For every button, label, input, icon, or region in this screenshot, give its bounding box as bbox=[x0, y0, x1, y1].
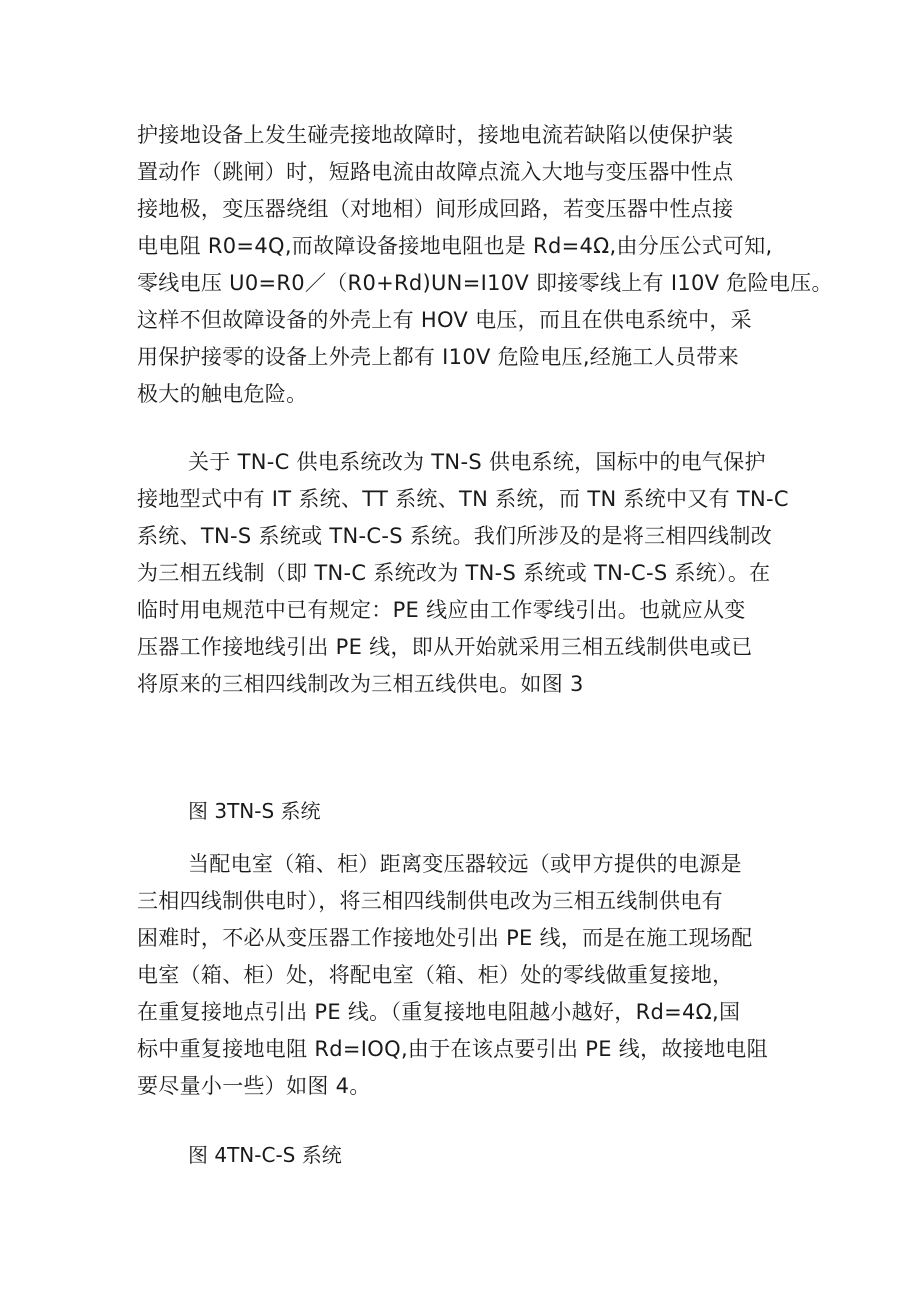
text-line: 零线电压 U0=R0／（R0+Rd)UN=I10V 即接零线上有 I10V 危险电压。 bbox=[137, 271, 833, 295]
text-line: 接地极，变压器绕组（对地相）间形成回路，若变压器中性点接 bbox=[137, 197, 734, 221]
text-line: 接地型式中有 IT 系统、TT 系统、TN 系统，而 TN 系统中又有 TN-C bbox=[137, 487, 789, 511]
text-line: 为三相五线制（即 TN-C 系统改为 TN-S 系统或 TN-C-S 系统）。在 bbox=[137, 561, 771, 585]
text-line: 要尽量小一些）如图 4。 bbox=[137, 1074, 371, 1098]
text-line: 困难时，不必从变压器工作接地处引出 PE 线，而是在施工现场配 bbox=[137, 926, 753, 950]
text-line: 三相四线制供电时），将三相四线制供电改为三相五线制供电有 bbox=[137, 889, 723, 913]
figure-4-caption: 图 4TN-C-S 系统 bbox=[188, 1143, 342, 1167]
figure-3-caption: 图 3TN-S 系统 bbox=[188, 799, 321, 823]
text-line: 电室（箱、柜）处，将配电室（箱、柜）处的零线做重复接地， bbox=[137, 963, 734, 987]
text-line: 关于 TN-C 供电系统改为 TN-S 供电系统，国标中的电气保护 bbox=[188, 450, 766, 474]
text-line: 极大的触电危险。 bbox=[137, 382, 308, 406]
text-line: 置动作（跳闸）时，短路电流由故障点流入大地与变压器中性点 bbox=[137, 160, 734, 184]
text-line: 护接地设备上发生碰壳接地故障时，接地电流若缺陷以使保护装 bbox=[137, 123, 734, 147]
text-line: 压器工作接地线引出 PE 线，即从开始就采用三相五线制供电或已 bbox=[137, 635, 753, 659]
text-line: 这样不但故障设备的外壳上有 HOV 电压，而且在供电系统中，采 bbox=[137, 308, 752, 332]
text-line: 在重复接地点引出 PE 线。（重复接地电阻越小越好，Rd=4Ω,国 bbox=[137, 1000, 741, 1024]
text-line: 将原来的三相四线制改为三相五线供电。如图 3 bbox=[137, 672, 584, 696]
text-line: 电电阻 R0=4Q,而故障设备接地电阻也是 Rd=4Ω,由分压公式可知, bbox=[137, 234, 773, 258]
text-line: 当配电室（箱、柜）距离变压器较远（或甲方提供的电源是 bbox=[188, 852, 742, 876]
text-line: 临时用电规范中已有规定：PE 线应由工作零线引出。也就应从变 bbox=[137, 598, 746, 622]
text-line: 用保护接零的设备上外壳上都有 I10V 危险电压,经施工人员带来 bbox=[137, 345, 739, 369]
text-line: 标中重复接地电阻 Rd=IOQ,由于在该点要引出 PE 线，故接地电阻 bbox=[137, 1037, 768, 1061]
text-line: 系统、TN-S 系统或 TN-C-S 系统。我们所涉及的是将三相四线制改 bbox=[137, 524, 772, 548]
